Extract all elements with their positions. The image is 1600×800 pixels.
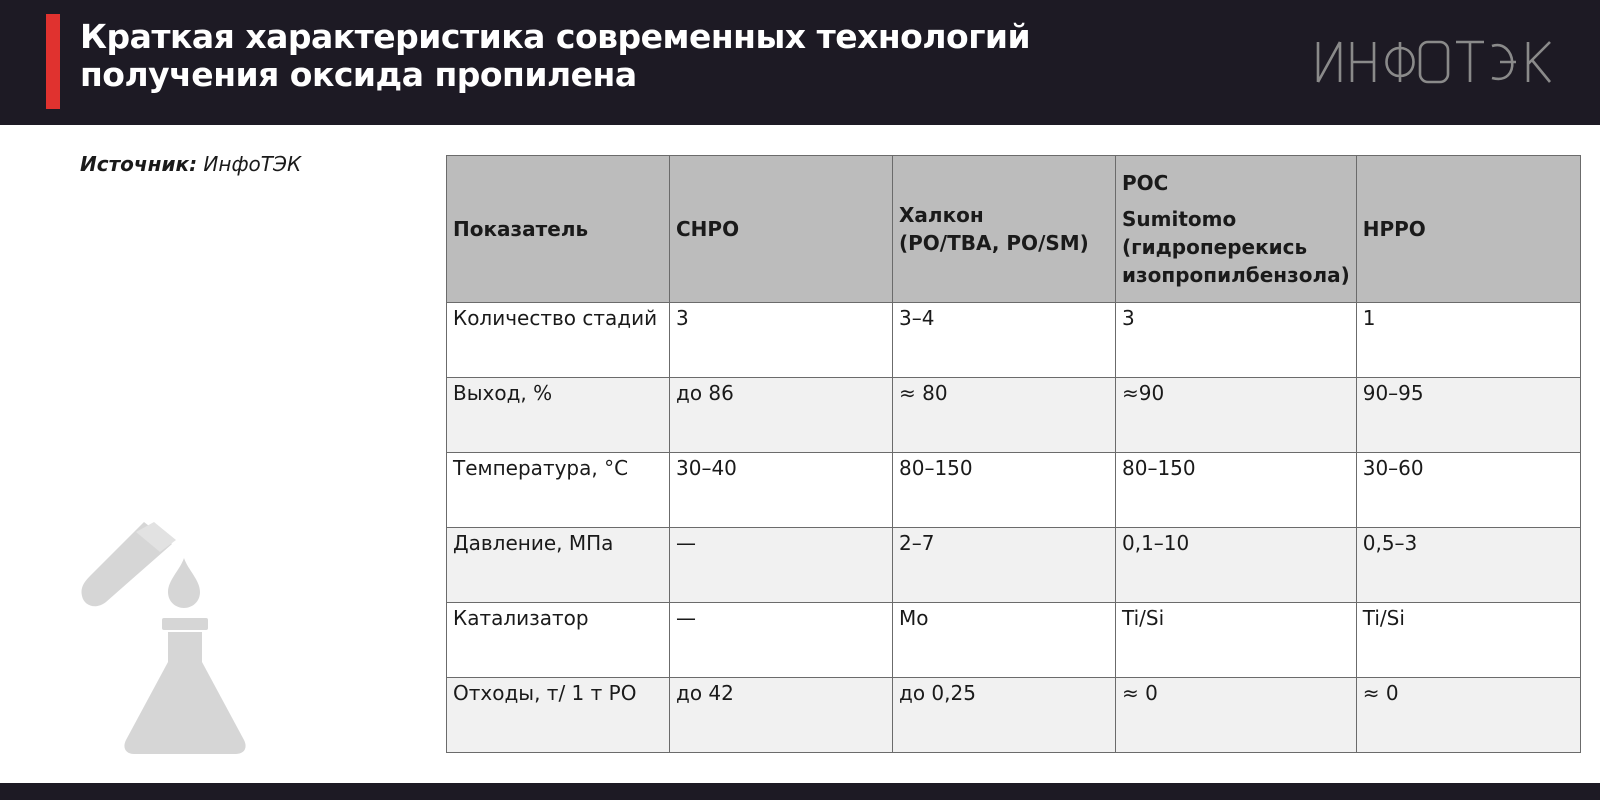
- table-cell: до 86: [670, 378, 893, 453]
- table-cell: 2–7: [893, 528, 1116, 603]
- table-cell: 3: [670, 303, 893, 378]
- table-cell: Ti/Si: [1356, 603, 1580, 678]
- table-cell: ≈ 0: [1356, 678, 1580, 753]
- table-row: [447, 378, 1581, 453]
- table-cell: —: [670, 528, 893, 603]
- header-cell-poc-sumitomo: POC Sumitomo (гидроперекись изопропилбензола): [1116, 156, 1357, 303]
- table-cell: 1: [1356, 303, 1580, 378]
- table-cell: 80–150: [893, 453, 1116, 528]
- table-cell: до 42: [670, 678, 893, 753]
- row-label: Количество стадий: [447, 303, 670, 378]
- footer-bar: [0, 783, 1600, 800]
- header-cell-hppo: HPPO: [1356, 156, 1580, 303]
- row-label: Давление, МПа: [447, 528, 670, 603]
- flask-with-test-tube-icon: [80, 522, 250, 754]
- page-title: [80, 18, 1180, 94]
- page-title-line-2: получения оксида пропилена: [80, 55, 637, 94]
- table-cell: 3–4: [893, 303, 1116, 378]
- accent-bar: [46, 14, 60, 109]
- table-row: [447, 678, 1581, 753]
- logo-text: ИНФОТЭК: [1316, 40, 1322, 41]
- infotek-logo: [1316, 40, 1552, 84]
- row-label: Температура, °C: [447, 453, 670, 528]
- page-title-line-1: Краткая характеристика современных технологий: [80, 17, 1031, 56]
- table-cell: 0,5–3: [1356, 528, 1580, 603]
- table-cell: ≈ 80: [893, 378, 1116, 453]
- table-cell: 90–95: [1356, 378, 1580, 453]
- table-cell: 80–150: [1116, 453, 1357, 528]
- table-row: [447, 453, 1581, 528]
- row-label: Катализатор: [447, 603, 670, 678]
- table-header-row: [447, 156, 1581, 303]
- table-cell: ≈ 0: [1116, 678, 1357, 753]
- source-label: Источник:: [80, 152, 198, 176]
- row-label: Отходы, т/ 1 т PO: [447, 678, 670, 753]
- table-cell: Ti/Si: [1116, 603, 1357, 678]
- table-cell: —: [670, 603, 893, 678]
- table-cell: ≈90: [1116, 378, 1357, 453]
- table-cell: до 0,25: [893, 678, 1116, 753]
- header-cell-indicator: Показатель: [447, 156, 670, 303]
- table-cell: 0,1–10: [1116, 528, 1357, 603]
- source-value: ИнфоТЭК: [203, 152, 302, 176]
- table-cell: 3: [1116, 303, 1357, 378]
- table-row: [447, 528, 1581, 603]
- technology-comparison-table: [446, 155, 1581, 753]
- table-cell: Mo: [893, 603, 1116, 678]
- source-note: [80, 152, 301, 176]
- table-row: [447, 303, 1581, 378]
- table-row: [447, 603, 1581, 678]
- table-cell: 30–40: [670, 453, 893, 528]
- header-cell-chpo: CHPO: [670, 156, 893, 303]
- row-label: Выход, %: [447, 378, 670, 453]
- table-cell: 30–60: [1356, 453, 1580, 528]
- header-banner: [0, 0, 1600, 125]
- header-cell-halcon: Халкон (PO/TBA, PO/SM): [893, 156, 1116, 303]
